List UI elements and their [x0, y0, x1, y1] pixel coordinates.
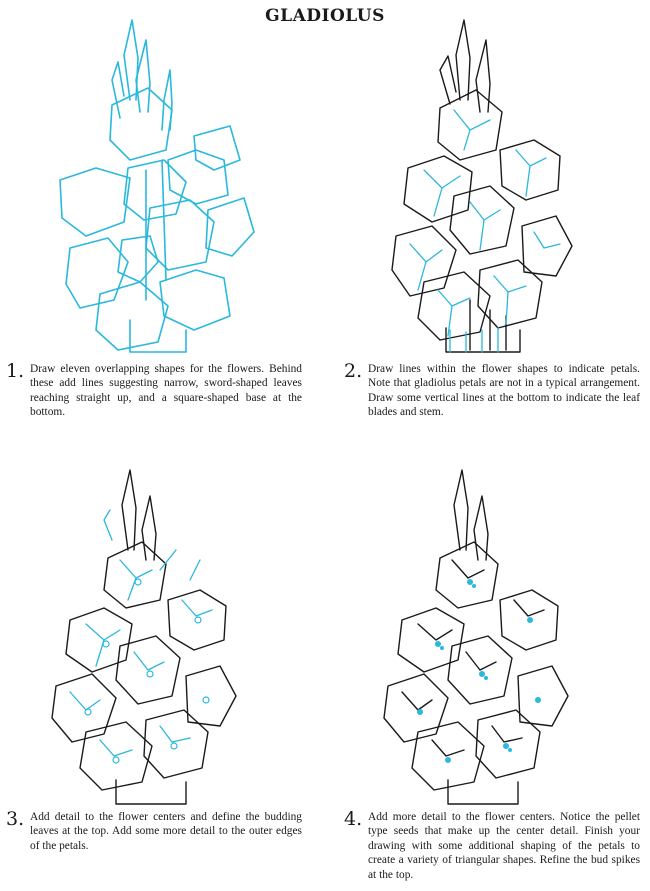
step-text: Draw eleven overlapping shapes for the flowers. Behind these add lines suggesting narrow, sword-shaped leaves reaching straight up, and a square-shaped base at the bottom.: [30, 363, 302, 419]
step-number: 1.: [6, 360, 25, 382]
step-text: Draw lines within the flower shapes to indicate petals. Note that gladiolus petals are not in a typical arrangement. Draw some vertical lines at the bottom to indicate the leaf blades and stem.: [368, 363, 640, 419]
step-text: Add detail to the flower centers and define the budding leaves at the top. Add some more detail to the outer edges of the petals.: [30, 811, 302, 852]
step-number: 2.: [344, 360, 363, 382]
step-text: Add more detail to the flower centers. Notice the pellet type seeds that make up the center detail. Finish your drawing with some additional shaping of the petals to create a variety of triangular shapes. Refine the bud spikes at the top.: [368, 811, 640, 881]
step-number: 3.: [6, 808, 25, 830]
page-title: GLADIOLUS: [265, 6, 385, 26]
step-number: 4.: [344, 808, 363, 830]
